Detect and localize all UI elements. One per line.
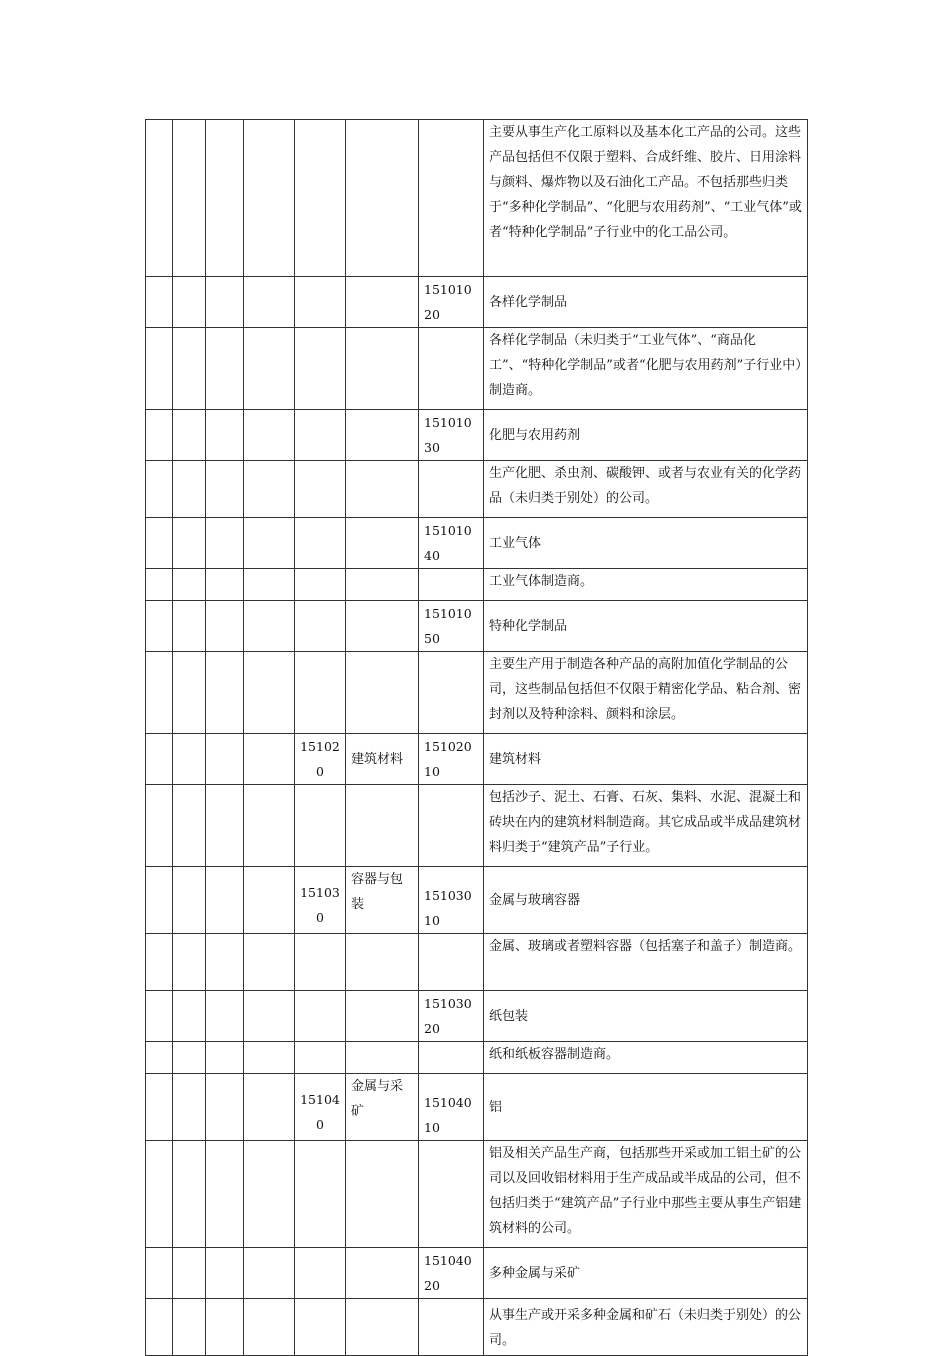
description-cell: 纸和纸板容器制造商。 (484, 1042, 808, 1074)
empty-cell (173, 328, 206, 410)
empty-cell (244, 120, 295, 277)
description-cell: 工业气体制造商。 (484, 569, 808, 601)
empty-cell (173, 867, 206, 934)
empty-cell (206, 601, 244, 652)
empty-cell (146, 991, 173, 1042)
empty-cell (244, 934, 295, 991)
empty-cell (244, 1299, 295, 1356)
empty-cell (419, 785, 484, 867)
description-cell: 各样化学制品（未归类于“工业气体”、“商品化工”、“特种化学制品”或者“化肥与农用药剂”子行业中）制造商。 (484, 328, 808, 410)
sub-industry-name: 纸包装 (484, 991, 808, 1042)
empty-cell (206, 991, 244, 1042)
empty-cell (173, 461, 206, 518)
empty-cell (419, 461, 484, 518)
sub-industry-code: 15101030 (419, 410, 484, 461)
empty-cell (346, 1299, 419, 1356)
empty-cell (295, 569, 346, 601)
empty-cell (173, 734, 206, 785)
empty-cell (173, 1299, 206, 1356)
table-row (146, 1074, 808, 1141)
empty-cell (295, 518, 346, 569)
empty-cell (146, 328, 173, 410)
empty-cell (146, 277, 173, 328)
empty-cell (295, 601, 346, 652)
empty-cell (146, 120, 173, 277)
empty-cell (244, 867, 295, 934)
empty-cell (419, 652, 484, 734)
empty-cell (295, 785, 346, 867)
empty-cell (295, 934, 346, 991)
empty-cell (419, 569, 484, 601)
table-row (146, 410, 808, 461)
empty-cell (146, 601, 173, 652)
sub-industry-name: 各样化学制品 (484, 277, 808, 328)
empty-cell (146, 734, 173, 785)
empty-cell (206, 518, 244, 569)
industry-name: 金属与采矿 (346, 1074, 419, 1141)
empty-cell (206, 461, 244, 518)
table-row (146, 867, 808, 934)
empty-cell (419, 328, 484, 410)
sub-industry-name: 特种化学制品 (484, 601, 808, 652)
empty-cell (173, 410, 206, 461)
empty-cell (346, 934, 419, 991)
empty-cell (244, 601, 295, 652)
empty-cell (244, 1248, 295, 1299)
description-cell: 从事生产或开采多种金属和矿石（未归类于别处）的公司。 (484, 1299, 808, 1356)
empty-cell (206, 410, 244, 461)
empty-cell (244, 734, 295, 785)
table-row (146, 518, 808, 569)
empty-cell (173, 277, 206, 328)
empty-cell (346, 120, 419, 277)
empty-cell (244, 461, 295, 518)
empty-cell (206, 277, 244, 328)
empty-cell (295, 1299, 346, 1356)
empty-cell (419, 120, 484, 277)
empty-cell (244, 410, 295, 461)
empty-cell (173, 1042, 206, 1074)
empty-cell (295, 1141, 346, 1248)
description-cell: 生产化肥、杀虫剂、碳酸钾、或者与农业有关的化学药品（未归类于别处）的公司。 (484, 461, 808, 518)
empty-cell (244, 652, 295, 734)
industry-name: 建筑材料 (346, 734, 419, 785)
empty-cell (146, 1042, 173, 1074)
empty-cell (206, 1042, 244, 1074)
empty-cell (146, 1074, 173, 1141)
empty-cell (244, 1042, 295, 1074)
description-cell: 包括沙子、泥土、石膏、石灰、集料、水泥、混凝土和砖块在内的建筑材料制造商。其它成品或半成品建筑材料归类于“建筑产品”子行业。 (484, 785, 808, 867)
description-cell: 主要从事生产化工原料以及基本化工产品的公司。这些产品包括但不仅限于塑料、合成纤维、胶片、日用涂料与颜料、爆炸物以及石油化工产品。不包括那些归类于“多种化学制品”、“化肥与农用药剂”、“工业气体”或者“特种化学制品”子行业中的化工品公司。 (484, 120, 808, 277)
table-row (146, 461, 808, 518)
sub-industry-code: 15101020 (419, 277, 484, 328)
empty-cell (346, 277, 419, 328)
sub-industry-code: 15103010 (419, 867, 484, 934)
description-cell: 铝及相关产品生产商，包括那些开采或加工铝土矿的公司以及回收铝材料用于生产成品或半成品的公司，但不包括归类于“建筑产品”子行业中那些主要从事生产铝建筑材料的公司。 (484, 1141, 808, 1248)
empty-cell (146, 1141, 173, 1248)
empty-cell (295, 1042, 346, 1074)
sub-industry-code: 15103020 (419, 991, 484, 1042)
empty-cell (244, 991, 295, 1042)
empty-cell (244, 277, 295, 328)
empty-cell (346, 652, 419, 734)
empty-cell (146, 867, 173, 934)
empty-cell (419, 1299, 484, 1356)
sub-industry-code: 15102010 (419, 734, 484, 785)
industry-name: 容器与包装 (346, 867, 419, 934)
table-row (146, 1299, 808, 1356)
table-row (146, 652, 808, 734)
empty-cell (173, 518, 206, 569)
sub-industry-name: 工业气体 (484, 518, 808, 569)
empty-cell (419, 1042, 484, 1074)
empty-cell (173, 120, 206, 277)
industry-code: 151040 (295, 1074, 346, 1141)
empty-cell (146, 569, 173, 601)
empty-cell (206, 1248, 244, 1299)
empty-cell (346, 1248, 419, 1299)
table-row (146, 120, 808, 277)
empty-cell (206, 734, 244, 785)
sub-industry-code: 15101040 (419, 518, 484, 569)
table-row (146, 277, 808, 328)
gics-classification-table (145, 119, 808, 1356)
description-cell: 主要生产用于制造各种产品的高附加值化学制品的公司，这些制品包括但不仅限于精密化学品、粘合剂、密封剂以及特种涂料、颜料和涂层。 (484, 652, 808, 734)
empty-cell (173, 569, 206, 601)
empty-cell (206, 867, 244, 934)
empty-cell (146, 785, 173, 867)
table-row (146, 1141, 808, 1248)
sub-industry-code: 15101050 (419, 601, 484, 652)
empty-cell (173, 652, 206, 734)
empty-cell (146, 934, 173, 991)
empty-cell (419, 934, 484, 991)
empty-cell (244, 569, 295, 601)
empty-cell (346, 410, 419, 461)
empty-cell (244, 1141, 295, 1248)
sub-industry-name: 铝 (484, 1074, 808, 1141)
sub-industry-code: 15104010 (419, 1074, 484, 1141)
table-row (146, 1042, 808, 1074)
empty-cell (146, 1248, 173, 1299)
sub-industry-name: 建筑材料 (484, 734, 808, 785)
description-cell: 金属、玻璃或者塑料容器（包括塞子和盖子）制造商。 (484, 934, 808, 991)
table-body (146, 120, 808, 1356)
empty-cell (206, 1299, 244, 1356)
empty-cell (295, 991, 346, 1042)
industry-code: 151020 (295, 734, 346, 785)
sub-industry-code: 15104020 (419, 1248, 484, 1299)
table-row (146, 569, 808, 601)
empty-cell (346, 1141, 419, 1248)
empty-cell (295, 410, 346, 461)
table-row (146, 734, 808, 785)
empty-cell (244, 1074, 295, 1141)
empty-cell (244, 518, 295, 569)
empty-cell (173, 991, 206, 1042)
empty-cell (295, 120, 346, 277)
empty-cell (346, 518, 419, 569)
sub-industry-name: 金属与玻璃容器 (484, 867, 808, 934)
empty-cell (146, 652, 173, 734)
industry-code: 151030 (295, 867, 346, 934)
empty-cell (173, 601, 206, 652)
empty-cell (206, 569, 244, 601)
table-row (146, 934, 808, 991)
sub-industry-name: 多种金属与采矿 (484, 1248, 808, 1299)
empty-cell (146, 518, 173, 569)
empty-cell (146, 1299, 173, 1356)
empty-cell (346, 328, 419, 410)
table-row (146, 991, 808, 1042)
empty-cell (173, 1141, 206, 1248)
empty-cell (206, 120, 244, 277)
empty-cell (206, 1074, 244, 1141)
table-row (146, 1248, 808, 1299)
empty-cell (346, 601, 419, 652)
empty-cell (346, 785, 419, 867)
empty-cell (295, 652, 346, 734)
empty-cell (146, 461, 173, 518)
empty-cell (206, 328, 244, 410)
empty-cell (206, 1141, 244, 1248)
empty-cell (173, 1074, 206, 1141)
table-row (146, 601, 808, 652)
table-row (146, 328, 808, 410)
empty-cell (295, 328, 346, 410)
empty-cell (206, 934, 244, 991)
table-row (146, 785, 808, 867)
empty-cell (346, 461, 419, 518)
empty-cell (346, 569, 419, 601)
empty-cell (206, 785, 244, 867)
empty-cell (206, 652, 244, 734)
empty-cell (346, 1042, 419, 1074)
empty-cell (346, 991, 419, 1042)
empty-cell (173, 934, 206, 991)
empty-cell (244, 785, 295, 867)
empty-cell (295, 1248, 346, 1299)
empty-cell (295, 277, 346, 328)
empty-cell (173, 1248, 206, 1299)
empty-cell (146, 410, 173, 461)
sub-industry-name: 化肥与农用药剂 (484, 410, 808, 461)
empty-cell (419, 1141, 484, 1248)
empty-cell (244, 328, 295, 410)
empty-cell (295, 461, 346, 518)
empty-cell (173, 785, 206, 867)
